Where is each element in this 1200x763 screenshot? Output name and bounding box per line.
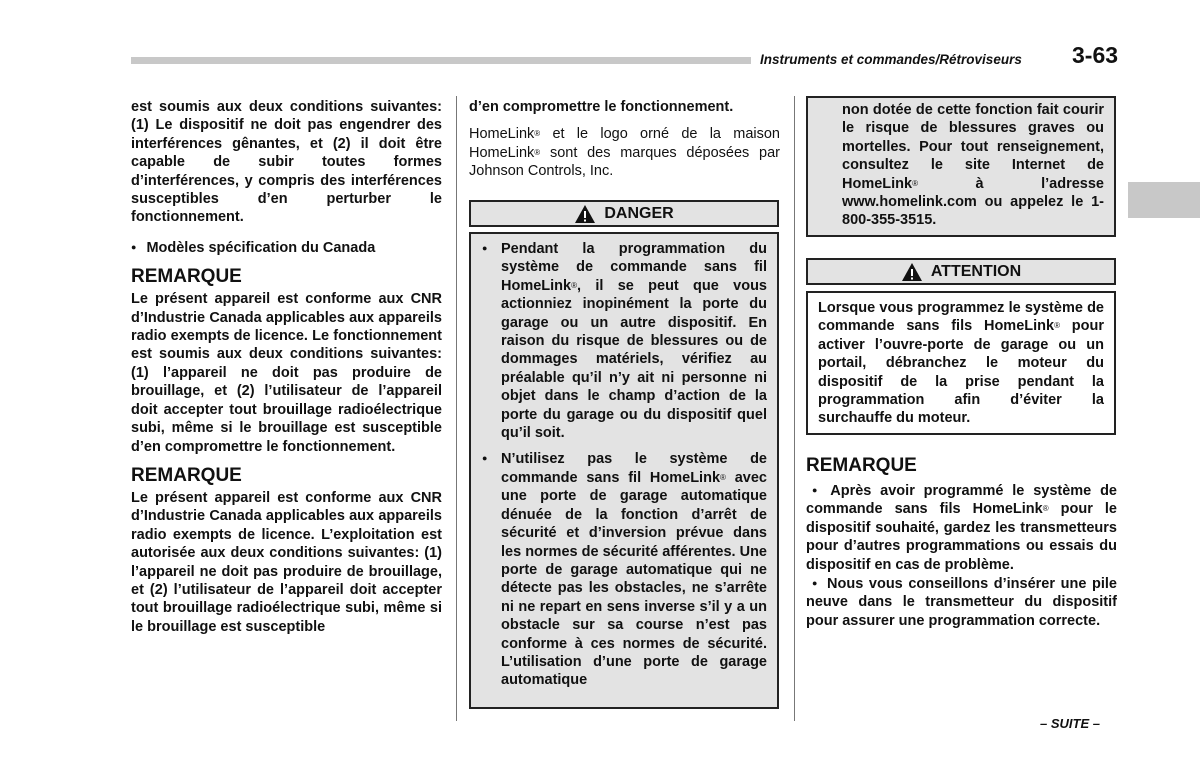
danger-box-continued xyxy=(806,96,1116,237)
bullet-mark: ● xyxy=(482,453,488,464)
column-divider xyxy=(794,96,795,721)
column-divider xyxy=(456,96,457,721)
column-left xyxy=(131,98,442,636)
registered-mark: ® xyxy=(1042,504,1049,514)
remarque-item: ● Nous vous conseillons d’insérer une pile neuve dans le transmetteur du dispositif pour assurer une programmation correcte. xyxy=(806,576,1118,629)
bullet-text: Modèles spécification du Canada xyxy=(146,239,376,256)
danger-continued-text: non dotée de cette fonction fait courir le risque de blessures graves ou mortelles. Pour tout renseignement, consultez le site Internet de HomeLink® à l’adresse www.homelink.com ou appelez le 1-800-355-3515. xyxy=(842,102,1104,229)
attention-text: Lorsque vous programmez le système de commande sans fils HomeLink® pour activer l’ouvre-porte de garage ou un portail, débranchez le moteur du dispositif de la prise pendant la programmation afin d’éviter la surchauffe du moteur. xyxy=(818,300,1104,427)
paragraph: est soumis aux deux conditions suivantes: (1) Le dispositif ne doit pas engendrer des interférences gênantes, et (2) il doit être capable de subir toutes formes d’interférences, y compris des interférences susceptibles d’en perturber le fonctionnement. xyxy=(131,99,442,226)
continued-label: – SUITE – xyxy=(1040,716,1100,731)
danger-item xyxy=(479,450,767,689)
bullet-mark: ● xyxy=(812,578,820,589)
bullet-item xyxy=(131,238,442,257)
danger-label: DANGER xyxy=(604,204,674,222)
header-rule xyxy=(131,57,751,64)
registered-mark: ® xyxy=(534,147,541,157)
danger-item xyxy=(479,240,767,442)
attention-banner xyxy=(806,258,1116,285)
bullet-mark: ● xyxy=(131,241,137,252)
remarque-heading: REMARQUE xyxy=(806,455,917,476)
warning-triangle-icon xyxy=(574,204,596,224)
remarque-text: Le présent appareil est conforme aux CNR d’Industrie Canada applicables aux appareils radio exempts de licence. Le fonctionnement est soumis aux deux conditions suivantes: (1) l’appareil ne doit pas produire de brouillage, et (2) l’utilisateur de l’appareil doit accepter tout brouillage radioélectrique subi, même si le brouillage est susceptible d’en compromettre le fonctionnement. xyxy=(131,291,442,455)
page-number: 3-63 xyxy=(1072,42,1119,68)
danger-box xyxy=(469,232,779,709)
registered-mark: ® xyxy=(1054,321,1060,331)
registered-mark: ® xyxy=(720,472,726,482)
trademark-text: sont des marques déposées par Johnson Controls, Inc. xyxy=(469,144,780,180)
registered-mark: ® xyxy=(534,129,541,139)
remarque-section xyxy=(806,455,1117,630)
registered-mark: ® xyxy=(912,178,918,188)
trademark-text: HomeLink xyxy=(469,126,535,143)
danger-banner xyxy=(469,200,779,227)
continued-text: d’en compromettre le fonctionnement. xyxy=(469,99,734,115)
trademark-text: et le logo orné de la maison HomeLink xyxy=(469,126,780,161)
danger-item-text: N’utilisez pas le système de commande sans fil HomeLink® avec une porte de garage automatique dénuée de la fonction d’arrêt de sécurité et d’inversion prévue dans les normes de sécurité afférentes. Une porte de garage automatique qui ne détecte pas les obstacles, ne s’arrête ni ne repart en sens inverse s’il y a un obstacle sur sa course n’est pas conforme à ces normes de sécurité. L’utilisation d’une porte de garage automatique xyxy=(501,451,767,689)
warning-triangle-icon xyxy=(901,262,923,282)
registered-mark: ® xyxy=(571,280,577,290)
column-middle xyxy=(469,98,780,181)
remarque-text: Le présent appareil est conforme aux CNR d’Industrie Canada applicables aux appareils radio exempts de licence. L’exploitation est autorisée aux deux conditions suivantes: (1) l’appareil ne doit pas produire de brouillage, et (2) l’utilisateur de l’appareil doit accepter tout brouillage radioélectrique subi, même si le brouillage est susceptible xyxy=(131,489,442,635)
remarque-item: ● Après avoir programmé le système de commande sans fils HomeLink® pour le dispositif souhaité, gardez les transmetteurs pour d’autres programmations ou essais du dispositif en cas de problème. xyxy=(806,483,1118,573)
trademark-notice xyxy=(469,125,780,180)
attention-box xyxy=(806,291,1116,435)
danger-item-text: Pendant la programmation du système de commande sans fil HomeLink®, il se peut que vous actionniez inopinément la porte du garage ou un autre dispositif. En raison du risque de blessures ou de dommages matériels, vérifiez au préalable qu’il n’y ait ni personne ni objet dans le champ d’action de la porte du garage ou du dispositif quel qu’il soit. xyxy=(501,241,767,442)
bullet-mark: ● xyxy=(812,485,823,495)
remarque-heading: REMARQUE xyxy=(131,266,242,288)
remarque-heading: REMARQUE xyxy=(131,464,242,486)
attention-label: ATTENTION xyxy=(930,262,1022,280)
bullet-mark: ● xyxy=(482,243,488,253)
chapter-thumb-tab xyxy=(1128,182,1200,218)
section-title: Instruments et commandes/Rétroviseurs xyxy=(760,52,1022,67)
